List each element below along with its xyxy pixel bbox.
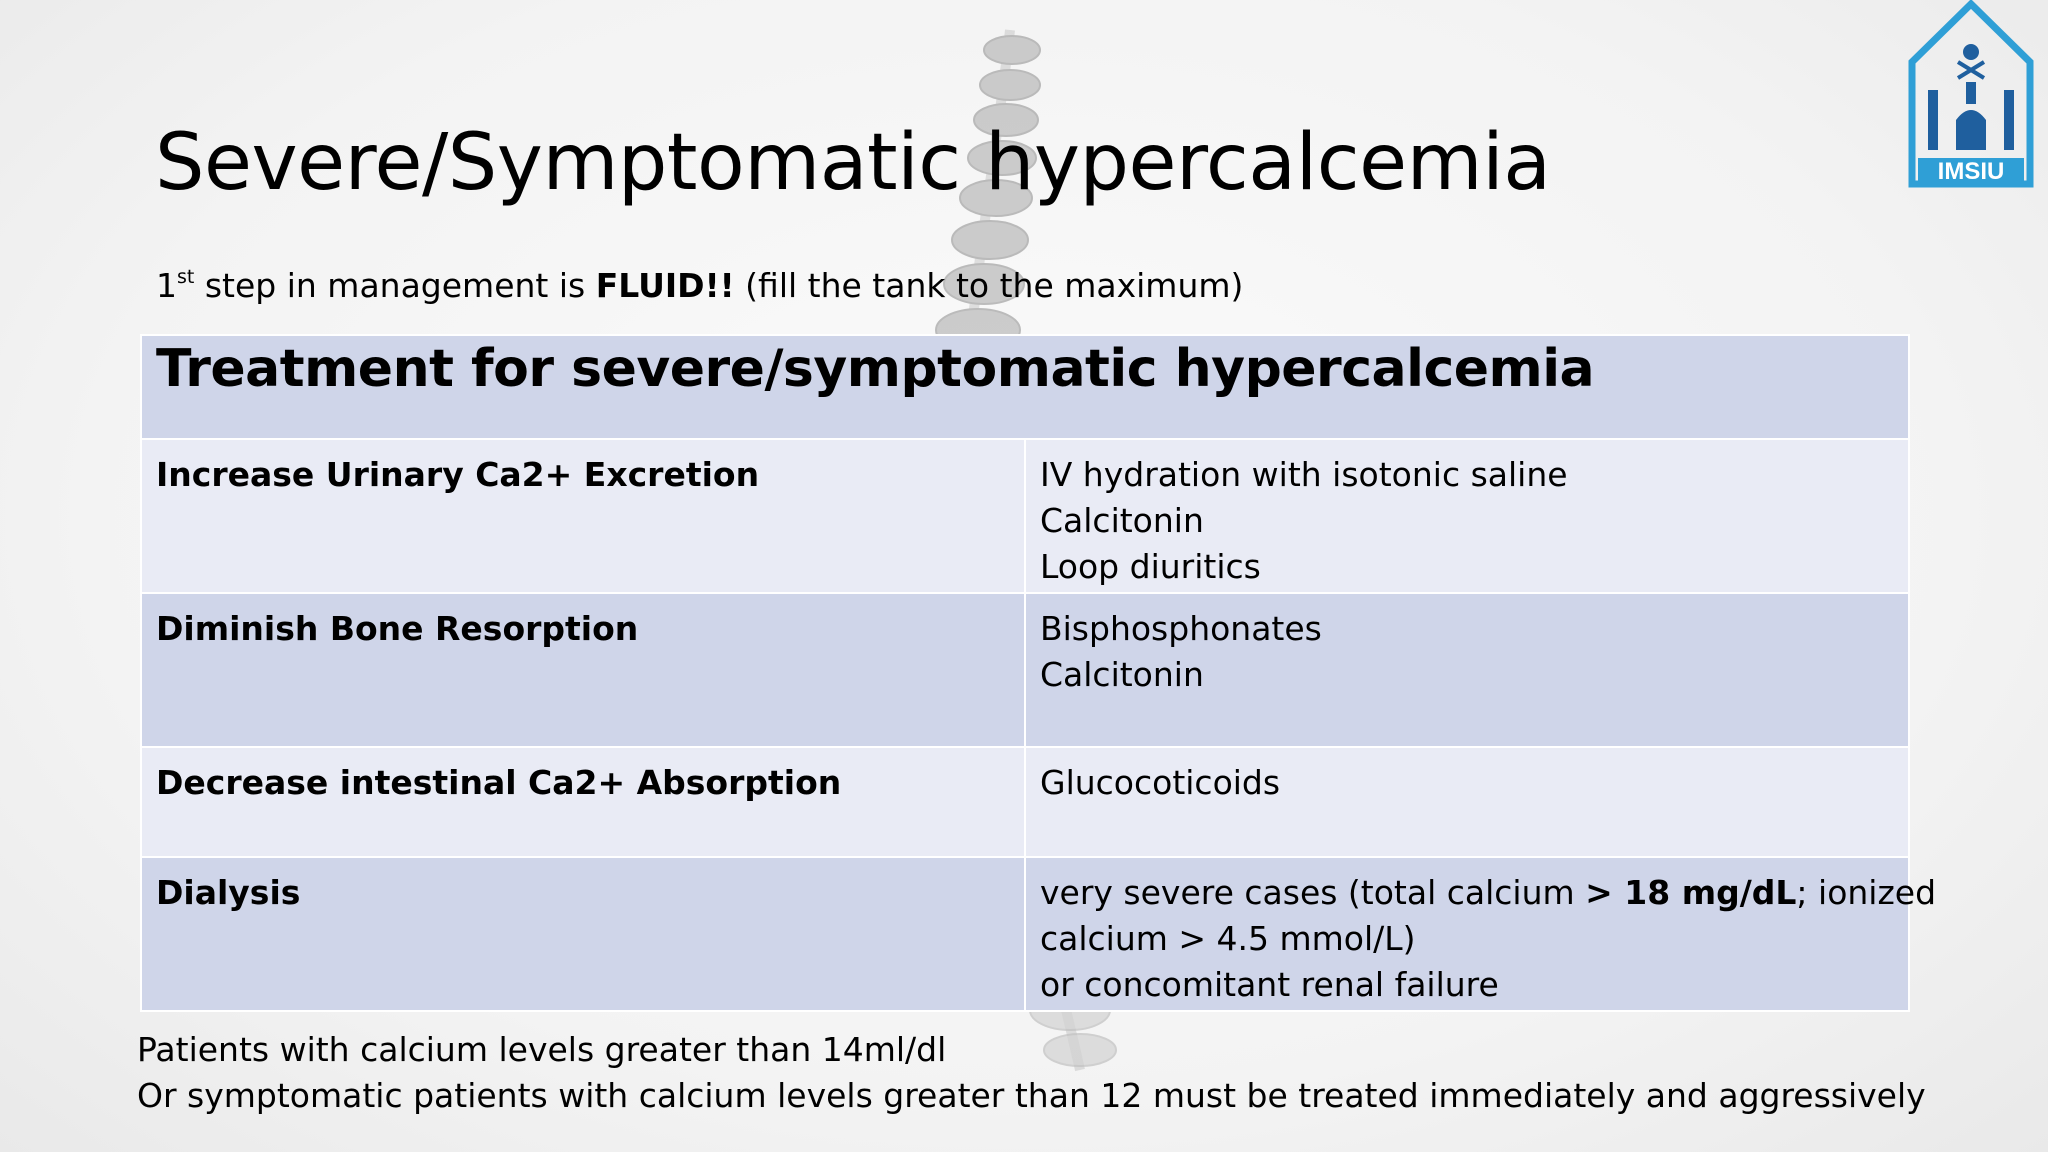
subtitle: 1st step in management is FLUID!! (fill the tank to the maximum) bbox=[156, 266, 1244, 305]
imsiu-logo bbox=[1908, 0, 2034, 190]
category-cell: Increase Urinary Ca2+ Excretion bbox=[141, 439, 1025, 593]
category-cell: Decrease intestinal Ca2+ Absorption bbox=[141, 747, 1025, 857]
table-row bbox=[141, 747, 1909, 857]
svg-text:IMSIU: IMSIU bbox=[1937, 158, 2005, 185]
table-header: Treatment for severe/symptomatic hypercalcemia bbox=[141, 335, 1909, 439]
table-header-row bbox=[141, 335, 1909, 439]
category-cell: Dialysis bbox=[141, 857, 1025, 1011]
page-title: Severe/Symptomatic hypercalcemia bbox=[155, 118, 1551, 208]
treatment-cell: very severe cases (total calcium > 18 mg/dL; ionized calcium > 4.5 mmol/L) or concomitant renal failure bbox=[1025, 857, 1909, 1011]
footnote-line: Or symptomatic patients with calcium levels greater than 12 must be treated immediately and aggressively bbox=[137, 1076, 1926, 1115]
category-cell: Diminish Bone Resorption bbox=[141, 593, 1025, 747]
treatment-cell: Bisphosphonates Calcitonin bbox=[1025, 593, 1909, 747]
table-row bbox=[141, 857, 1909, 1011]
treatment-table bbox=[140, 334, 1937, 1012]
table-row bbox=[141, 439, 1909, 593]
footnote-line: Patients with calcium levels greater than 14ml/dl bbox=[137, 1030, 947, 1069]
treatment-cell: IV hydration with isotonic saline Calcitonin Loop diuritics bbox=[1025, 439, 1909, 593]
footnote bbox=[137, 1027, 1926, 1119]
treatment-cell: Glucocoticoids bbox=[1025, 747, 1909, 857]
table-row bbox=[141, 593, 1909, 747]
